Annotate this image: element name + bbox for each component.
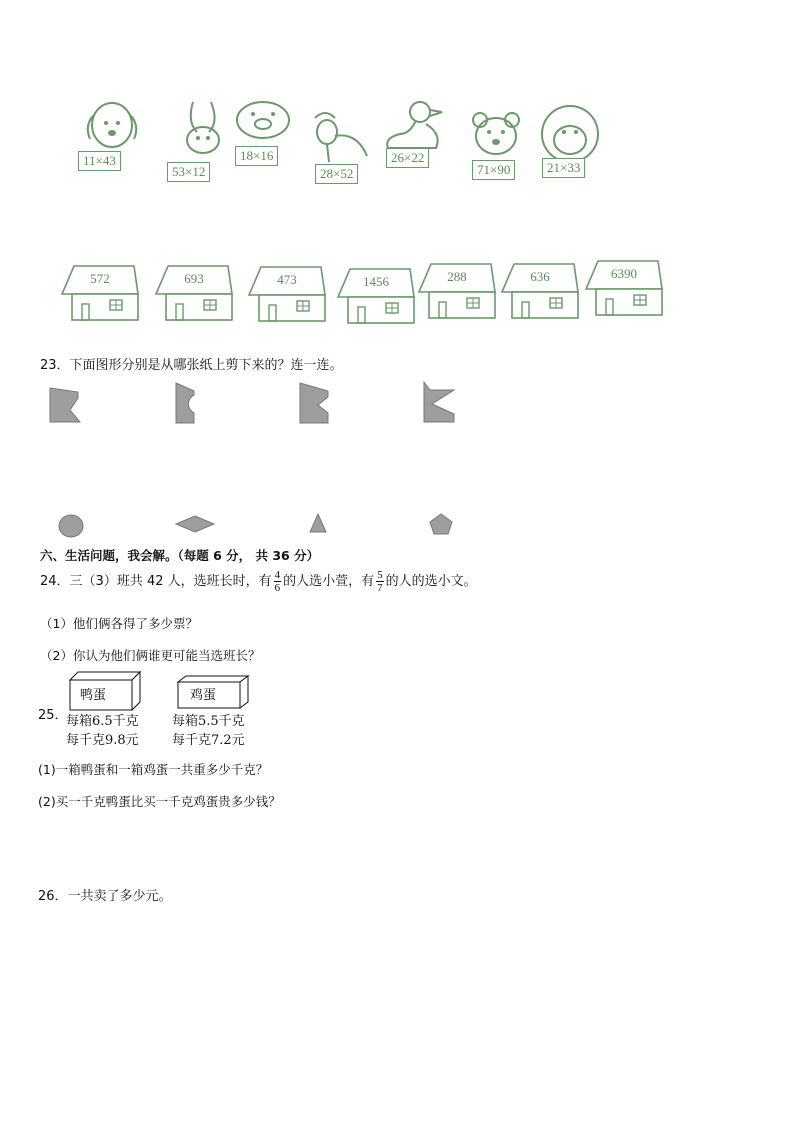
monkey-expression: 21×33 (542, 158, 585, 178)
cut-paper-4-icon (420, 380, 460, 424)
house-number: 6390 (611, 266, 637, 281)
pentagon-icon (428, 512, 454, 536)
house-number: 693 (184, 271, 204, 286)
house-7 (582, 257, 678, 319)
q25-number: 25． (38, 708, 68, 723)
q23-text: 23．下面图形分别是从哪张纸上剪下来的？连一连。 (40, 358, 343, 373)
pig-figure (233, 98, 313, 172)
cut-paper-2-icon (174, 381, 214, 425)
q24-text (40, 568, 477, 596)
duck-egg-weight: 每箱6.5千克 (66, 714, 139, 729)
pig-expression: 18×16 (235, 146, 278, 166)
section-6-heading: 六、生活问题，我会解。（每题 6 分， 共 36 分） (40, 548, 320, 563)
q25-sub1: (1)一箱鸭蛋和一箱鸡蛋一共重多少千克？ (38, 762, 269, 777)
cut-paper-3-icon (298, 381, 338, 425)
goat-expression: 28×52 (315, 164, 358, 184)
fraction-4-6 (274, 569, 282, 594)
chicken-egg-label: 鸡蛋 (190, 688, 217, 703)
fraction-5-7 (376, 569, 384, 594)
fraction-denominator: 6 (274, 582, 281, 594)
triangle-icon (308, 512, 328, 534)
house-number: 572 (90, 271, 110, 286)
rabbit-expression: 53×12 (167, 162, 210, 182)
q24-sub2: （2）你认为他们俩谁更可能当选班长？ (40, 648, 261, 663)
monkey-figure (538, 102, 618, 182)
duck-egg-price: 每千克9.8元 (66, 733, 139, 748)
duck-egg-box (68, 670, 148, 712)
house-number: 288 (447, 269, 467, 284)
bear-expression: 71×90 (472, 160, 515, 180)
q24-middle: 的人选小萱，有 (283, 574, 375, 589)
house-3 (245, 263, 341, 325)
q24-after: 的人的选小文。 (385, 574, 477, 589)
house-6 (498, 260, 594, 322)
cut-paper-1-icon (48, 382, 88, 426)
q26-text: 26．一共卖了多少元。 (38, 889, 172, 904)
chicken-egg-price: 每千克7.2元 (172, 733, 245, 748)
fraction-numerator: 5 (377, 569, 383, 581)
q24-sub1: （1）他们俩各得了多少票？ (40, 616, 198, 631)
house-5 (415, 260, 511, 322)
chicken-egg-weight: 每箱5.5千克 (172, 714, 245, 729)
chicken-egg-box (176, 674, 256, 712)
fraction-numerator: 4 (274, 569, 281, 581)
circle-icon (56, 513, 86, 539)
dog-figure (72, 95, 152, 177)
house-number: 636 (530, 269, 550, 284)
house-2 (152, 262, 248, 324)
goat-figure (305, 106, 385, 192)
house-1 (58, 262, 154, 324)
fraction-denominator: 7 (377, 582, 383, 594)
duck-expression: 26×22 (386, 148, 429, 168)
q24-before: 24．三（3）班共 42 人，选班长时，有 (40, 574, 272, 589)
q25-sub2: (2)买一千克鸭蛋比买一千克鸡蛋贵多少钱？ (38, 794, 281, 809)
duck-figure (380, 98, 460, 172)
diamond-icon (174, 514, 216, 534)
duck-egg-label: 鸭蛋 (80, 688, 107, 703)
house-number: 473 (277, 272, 297, 287)
dog-expression: 11×43 (78, 151, 121, 171)
bear-figure (466, 110, 546, 186)
house-number: 1456 (363, 274, 389, 289)
